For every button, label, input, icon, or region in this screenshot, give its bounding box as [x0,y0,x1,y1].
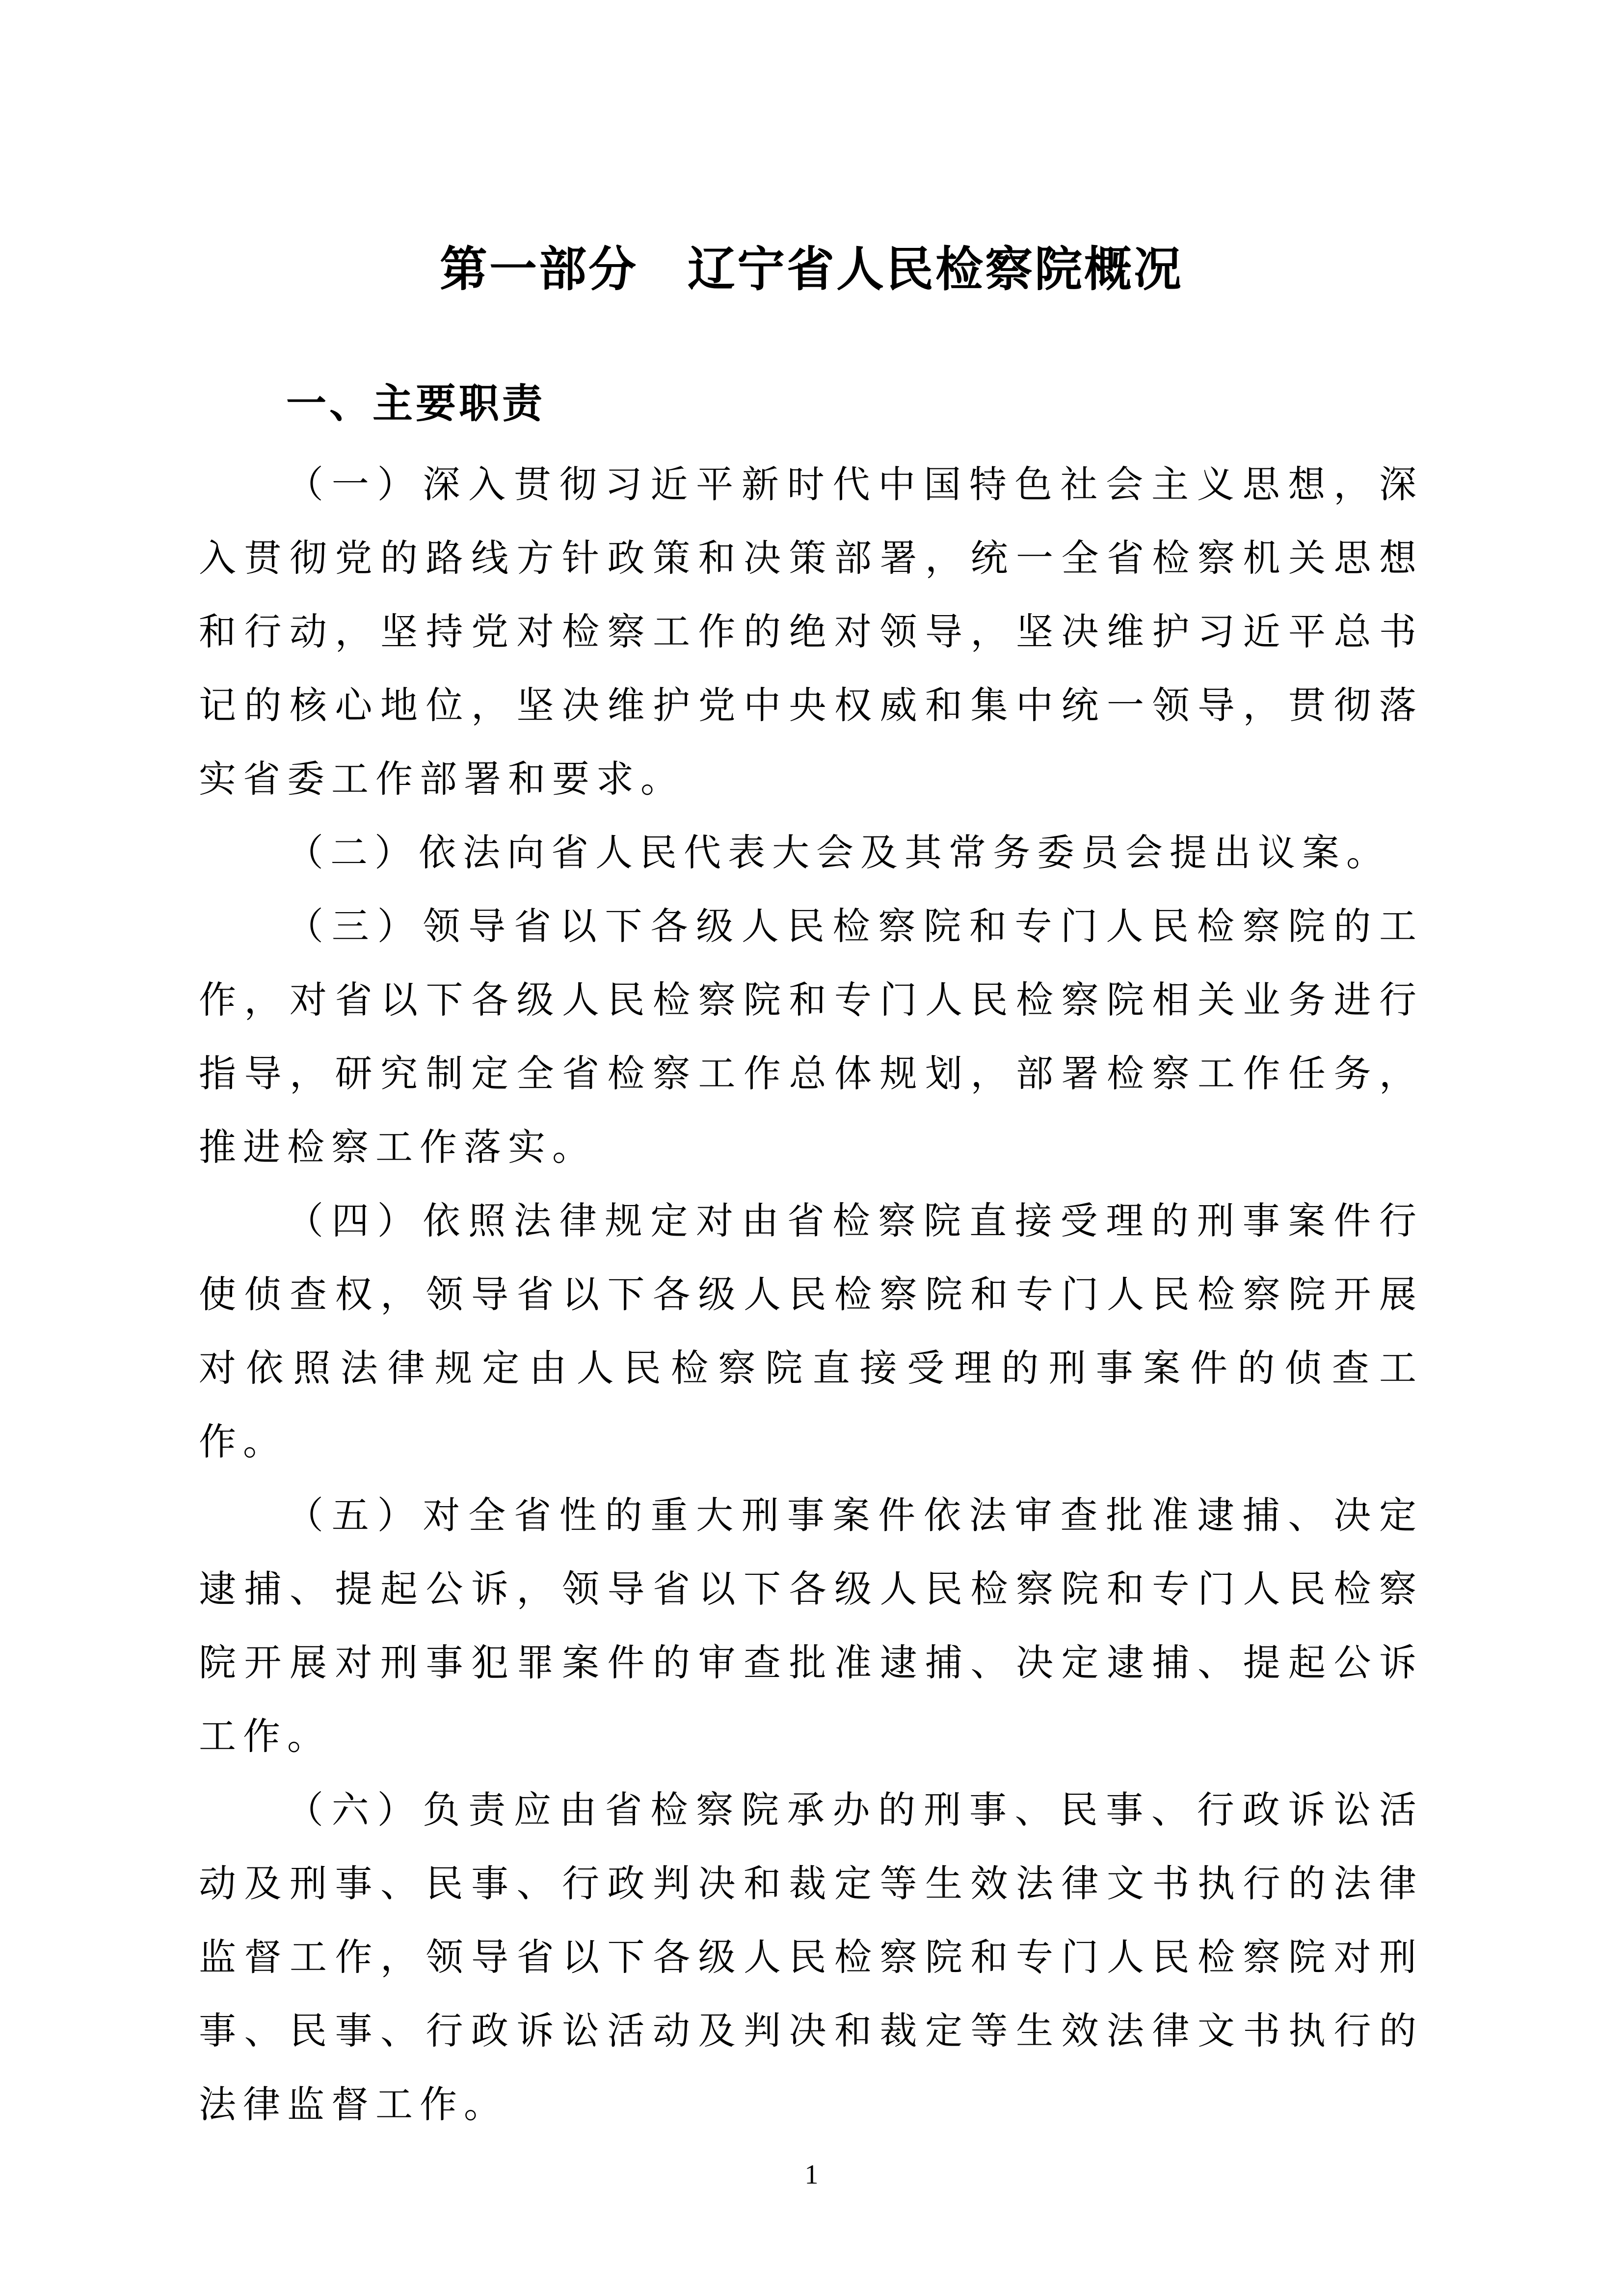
document-title: 第一部分 辽宁省人民检察院概况 [440,243,1183,296]
body-paragraph-5: （五）对全省性的重大刑事案件依法审查批准逮捕、决定逮捕、提起公诉，领导省以下各级人民检察院和专门人民检察院开展对刑事犯罪案件的审查批准逮捕、决定逮捕、提起公诉工作。 [199,1495,1423,1757]
page-number: 1 [804,2160,819,2190]
document-body [199,448,1423,2142]
body-paragraph-6: （六）负责应由省检察院承办的刑事、民事、行政诉讼活动及刑事、民事、行政判决和裁定等生效法律文书执行的法律监督工作，领导省以下各级人民检察院和专门人民检察院对刑事、民事、行政诉讼活动及判决和裁定等生效法律文书执行的法律监督工作。 [199,1790,1423,2126]
section-heading: 一、主要职责 [286,381,546,426]
body-paragraph-3: （三）领导省以下各级人民检察院和专门人民检察院的工作，对省以下各级人民检察院和专门人民检察院相关业务进行指导，研究制定全省检察工作总体规划，部署检察工作任务，推进检察工作落实。 [199,906,1423,1168]
body-paragraph-2: （二）依法向省人民代表大会及其常务委员会提出议案。 [286,833,1390,874]
body-paragraph-4: （四）依照法律规定对由省检察院直接受理的刑事案件行使侦查权，领导省以下各级人民检察院和专门人民检察院开展对依照法律规定由人民检察院直接受理的刑事案件的侦查工作。 [199,1201,1423,1463]
body-paragraph-1: （一）深入贯彻习近平新时代中国特色社会主义思想，深入贯彻党的路线方针政策和决策部署，统一全省检察机关思想和行动，坚持党对检察工作的绝对领导，坚决维护习近平总书记的核心地位，坚决维护党中央权威和集中统一领导，贯彻落实省委工作部署和要求。 [199,464,1423,800]
